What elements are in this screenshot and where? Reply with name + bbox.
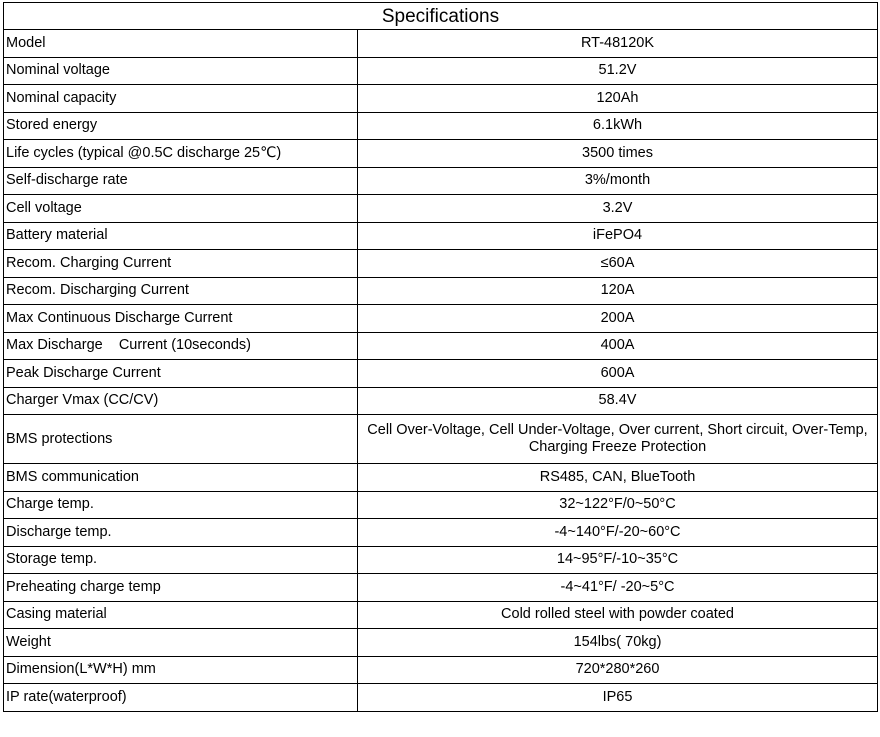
table-row [4, 112, 878, 140]
table-title: Specifications [4, 3, 878, 30]
spec-value: RT-48120K [358, 30, 878, 58]
spec-value: 3500 times [358, 140, 878, 168]
table-row [4, 140, 878, 168]
spec-label: Recom. Discharging Current [4, 277, 358, 305]
table-row [4, 387, 878, 415]
spec-label: Max Continuous Discharge Current [4, 305, 358, 333]
table-row [4, 85, 878, 113]
spec-value: 120Ah [358, 85, 878, 113]
table-row [4, 415, 878, 464]
spec-value: -4~41°F/ -20~5°C [358, 574, 878, 602]
spec-value: 32~122°F/0~50°C [358, 491, 878, 519]
spec-label: Self-discharge rate [4, 167, 358, 195]
table-row [4, 656, 878, 684]
table-row [4, 684, 878, 712]
spec-label: Stored energy [4, 112, 358, 140]
spec-value: iFePO4 [358, 222, 878, 250]
spec-label: Dimension(L*W*H) mm [4, 656, 358, 684]
spec-value: RS485, CAN, BlueTooth [358, 464, 878, 492]
spec-value: 3.2V [358, 195, 878, 223]
spec-label: BMS communication [4, 464, 358, 492]
spec-label: Nominal voltage [4, 57, 358, 85]
table-row [4, 195, 878, 223]
specifications-table [3, 2, 878, 712]
table-header-row [4, 3, 878, 30]
spec-label: Life cycles (typical @0.5C discharge 25℃) [4, 140, 358, 168]
spec-value: ≤60A [358, 250, 878, 278]
spec-label: Storage temp. [4, 546, 358, 574]
table-row [4, 277, 878, 305]
spec-label: Peak Discharge Current [4, 360, 358, 388]
table-row [4, 167, 878, 195]
spec-label: Max Discharge Current (10seconds) [4, 332, 358, 360]
spec-value: 720*280*260 [358, 656, 878, 684]
spec-value: 200A [358, 305, 878, 333]
spec-value: 51.2V [358, 57, 878, 85]
table-row [4, 222, 878, 250]
spec-value: -4~140°F/-20~60°C [358, 519, 878, 547]
spec-value: Cell Over-Voltage, Cell Under-Voltage, Over current, Short circuit, Over-Temp, Charging Freeze Protection [358, 415, 878, 464]
spec-label: Battery material [4, 222, 358, 250]
spec-value: 600A [358, 360, 878, 388]
spec-value: IP65 [358, 684, 878, 712]
spec-value: 400A [358, 332, 878, 360]
table-row [4, 519, 878, 547]
spec-label: Charge temp. [4, 491, 358, 519]
table-row [4, 601, 878, 629]
table-row [4, 30, 878, 58]
table-row [4, 57, 878, 85]
spec-value: 14~95°F/-10~35°C [358, 546, 878, 574]
spec-value: 58.4V [358, 387, 878, 415]
table-row [4, 250, 878, 278]
spec-value: 3%/month [358, 167, 878, 195]
spec-label: Nominal capacity [4, 85, 358, 113]
spec-label: Weight [4, 629, 358, 657]
spec-label: Model [4, 30, 358, 58]
table-row [4, 629, 878, 657]
spec-label: Discharge temp. [4, 519, 358, 547]
spec-label: Cell voltage [4, 195, 358, 223]
spec-label: Preheating charge temp [4, 574, 358, 602]
table-row [4, 491, 878, 519]
spec-value: 154lbs( 70kg) [358, 629, 878, 657]
table-row [4, 360, 878, 388]
table-row [4, 305, 878, 333]
spec-value: 6.1kWh [358, 112, 878, 140]
spec-label: BMS protections [4, 415, 358, 464]
spec-label: Casing material [4, 601, 358, 629]
spec-label: IP rate(waterproof) [4, 684, 358, 712]
table-row [4, 332, 878, 360]
spec-label: Charger Vmax (CC/CV) [4, 387, 358, 415]
spec-value: Cold rolled steel with powder coated [358, 601, 878, 629]
table-row [4, 574, 878, 602]
spec-label: Recom. Charging Current [4, 250, 358, 278]
table-row [4, 464, 878, 492]
spec-value: 120A [358, 277, 878, 305]
table-row [4, 546, 878, 574]
